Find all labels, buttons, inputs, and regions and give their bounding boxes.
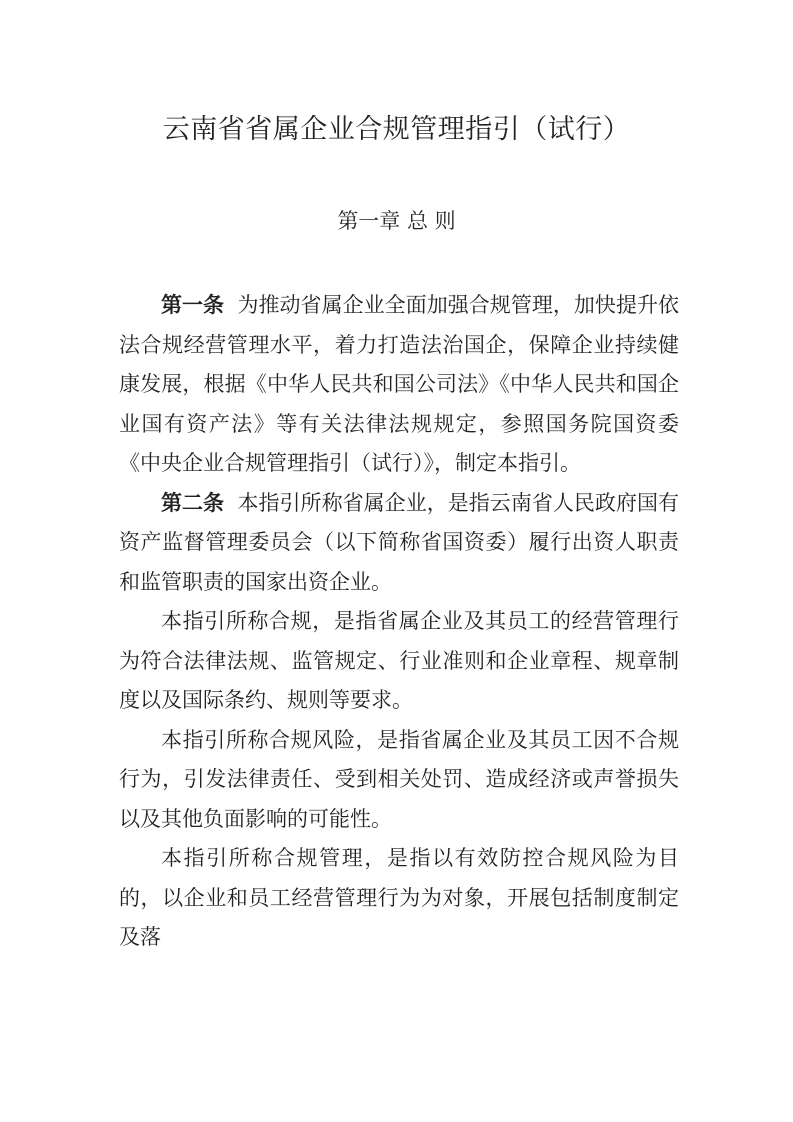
chapter-heading: 第一章 总 则 [337,209,456,233]
article-label: 第二条 [161,490,225,515]
paragraph-compliance-management: 本指引所称合规管理，是指以有效防控合规风险为目的，以企业和员工经营管理行为为对象，开展包括制度制定及落 [119,846,679,949]
article-text: 本指引所称省属企业，是指云南省人民政府国有资产监督管理委员会（以下简称省国资委）履行出资人职责和监管职责的国家出资企业。 [119,490,679,594]
article-label: 第一条 [161,293,225,317]
paragraph-compliance-risk: 本指引所称合规风险，是指省属企业及其员工因不合规行为，引发法律责任、受到相关处罚、造成经济或声誉损失以及其他负面影响的可能性。 [119,727,679,831]
article-2 [119,484,679,603]
article-text: 为推动省属企业全面加强合规管理，加快提升依法合规经营管理水平，着力打造法治国企，保障企业持续健康发展，根据《中华人民共和国公司法》《中华人民共和国企业国有资产法》等有关法律法规规定，参照国务院国资委《中央企业合规管理指引（试行）》，制定本指引。 [119,293,679,475]
document-title: 云南省省属企业合规管理指引（试行） [162,114,631,145]
paragraph-compliance-definition: 本指引所称合规，是指省属企业及其员工的经营管理行为符合法律法规、监管规定、行业准则和企业章程、规章制度以及国际条约、规则等要求。 [119,609,679,712]
article-1 [119,286,679,484]
document-body [119,286,679,958]
